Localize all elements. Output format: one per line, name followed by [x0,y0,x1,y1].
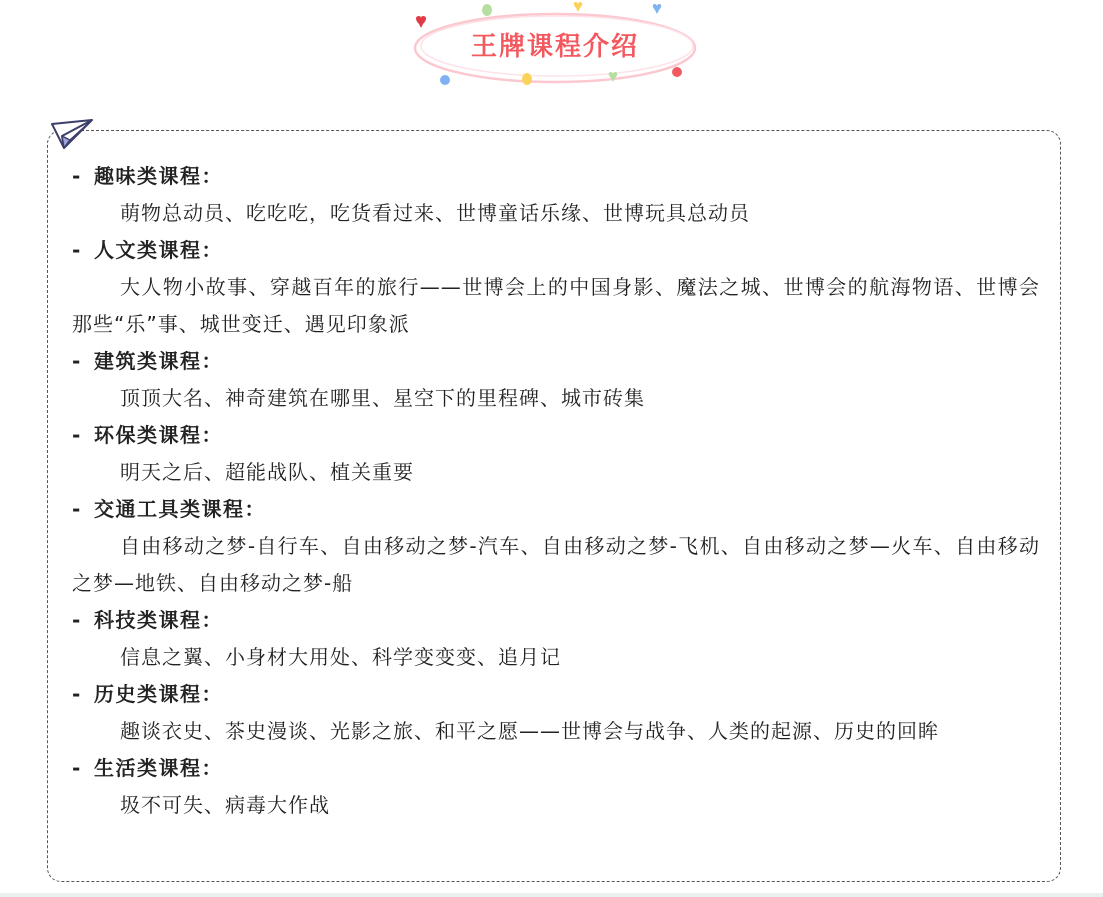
heart-icon [653,4,662,14]
category-heading [72,417,1040,454]
category-heading [72,676,1040,713]
category-heading [72,750,1040,787]
category-title: 历史类课程： [94,682,223,706]
category-courses: 顶顶大名、神奇建筑在哪里、星空下的里程碑、城市砖集 [120,386,645,410]
heart-icon [574,2,583,12]
category-heading [72,491,1040,528]
category-courses: 圾不可失、病毒大作战 [120,793,330,817]
category-fun [72,158,1040,232]
bullet-dash: - [72,756,82,780]
category-environment [72,417,1040,491]
category-courses: 信息之翼、小身材大用处、科学变变变、追月记 [120,645,561,669]
bullet-dash: - [72,497,82,521]
category-title: 人文类课程： [94,238,223,262]
paper-plane-icon [50,118,96,154]
dot-icon [522,73,532,85]
category-courses: 明天之后、超能战队、植关重要 [120,460,414,484]
dot-icon [672,67,682,77]
category-transport [72,491,1040,602]
category-heading [72,602,1040,639]
category-title: 交通工具类课程： [94,497,266,521]
dot-icon [482,4,492,16]
bullet-dash: - [72,608,82,632]
category-title: 生活类课程： [94,756,223,780]
category-heading [72,343,1040,380]
bullet-dash: - [72,238,82,262]
category-title: 科技类课程： [94,608,223,632]
category-heading [72,232,1040,269]
page-title: 王牌课程介绍 [470,32,639,62]
category-life [72,750,1040,824]
category-humanities [72,232,1040,343]
category-history [72,676,1040,750]
bullet-dash: - [72,349,82,373]
heart-icon [416,16,426,28]
course-category-list [72,158,1040,824]
category-courses: 萌物总动员、吃吃吃，吃货看过来、世博童话乐缘、世博玩具总动员 [120,201,750,225]
bottom-divider [0,893,1103,897]
category-title: 环保类课程： [94,423,223,447]
bullet-dash: - [72,423,82,447]
category-courses: 大人物小故事、穿越百年的旅行——世博会上的中国身影、魔法之城、世博会的航海物语、世博会那些“乐”事、城世变迁、遇见印象派 [72,275,1040,336]
bullet-dash: - [72,682,82,706]
bullet-dash: - [72,164,82,188]
category-technology [72,602,1040,676]
category-title: 建筑类课程： [94,349,223,373]
category-title: 趣味类课程： [94,164,223,188]
title-badge [405,2,705,94]
category-architecture [72,343,1040,417]
category-courses: 趣谈衣史、茶史漫谈、光影之旅、和平之愿——世博会与战争、人类的起源、历史的回眸 [120,719,939,743]
category-courses: 自由移动之梦-自行车、自由移动之梦-汽车、自由移动之梦-飞机、自由移动之梦—火车、自由移动之梦—地铁、自由移动之梦-船 [72,534,1040,595]
dot-icon [440,75,450,85]
category-heading [72,158,1040,195]
